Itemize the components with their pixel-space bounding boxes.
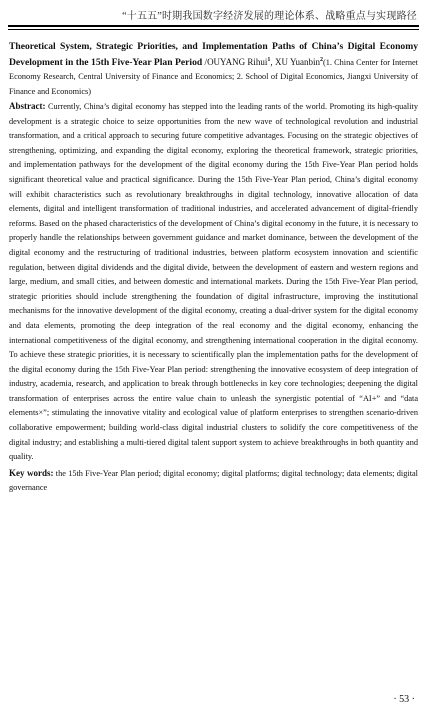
keywords-text: the 15th Five-Year Plan period; digital economy; digital platforms; digital technology; data elements; digital governance: [9, 468, 418, 493]
keywords-label: Key words:: [9, 467, 54, 478]
author-1: OUYANG Rihui: [207, 56, 268, 67]
author-1-superscript: 1: [267, 56, 271, 63]
abstract-text: Currently, China’s digital economy has stepped into the leading rants of the world. Promoting its high-quality development is a strategic choice to seize opportunities from the new wave of technological revolution and industrial transformation, and a critical approach to securing future competitive advantages. Focusing on the strategic objectives of strengthening, optimizing, and expanding the digital economy, exploring the theoretical framework, strategic priorities, and implementation pathways for the development of the digital economy during the 15th Five-Year Plan period holds significant theoretical value and practical significance. During the 15th Five-Year Plan period, China’s digital economy will exhibit characteristics such as revolutionary breakthroughs in digital technology, innovative allocation of data elements, digital and intelligent transformation of traditional industries, and accelerated advancement of digital-friendly reforms. Based on the phased characteristics of the development of China’s digital economy in the future, it is necessary to properly handle the relationships between government guidance and market dominance, between the development of the digital economy and the restructuring of traditional industries, between platform ecosystem innovation and scientific regulation, between digital dividends and the digital divide, between the development of eastern and western regions and large, medium, and small cities, and between domestic and international markets. During the 15th Five-Year Plan period, strategic priorities should include strengthening the foundation of digital infrastructure, improving the institutional mechanisms for the innovative development of the digital economy, creating a dual-driver system for the digital economy and data elements, promoting the deep integration of the real economy and the digital economy, enhancing the international competitiveness of the digital economy, and strengthening international cooperation in the digital economy. To achieve these strategic priorities, it is necessary to scientifically plan the implementation paths for the development of the digital economy during the 15th Five-Year Plan period: strengthening the innovative ecosystem of deep integration of industry, academia, research, and application to break through bottlenecks in key core technologies; deepening the digital transformation of enterprises across the entire value chain to unleash the synergistic potential of “AI+” and “data elements×”; stimulating the innovative vitality and ecological value of platform enterprises to strengthen scenario-driven collaborative empowerment; building world-class digital industrial clusters to solidify the core competitiveness of the digital industry; and establishing a multi-tiered digital talent support system to achieve breakthroughs in both quantity and quality.: [9, 102, 418, 462]
article-body: [9, 40, 418, 496]
abstract-label: Abstract:: [9, 101, 46, 111]
header-rule-thin: [8, 29, 419, 30]
author-2-superscript: 2: [319, 56, 323, 63]
running-header: “十五五”时期我国数字经济发展的理论体系、战略重点与实现路径: [122, 11, 417, 22]
header-rule-thick: [8, 25, 419, 27]
article-title: Theoretical System, Strategic Priorities, and Implementation Paths of China’s Digital Economy Development in the 15th Five-Year Plan Period: [9, 41, 418, 68]
keywords-paragraph: [9, 466, 418, 496]
abstract-paragraph: [9, 99, 418, 465]
author-separator-2: ,: [270, 56, 275, 67]
page-number: · 53 ·: [393, 694, 415, 705]
author-2: XU Yuanbin: [274, 56, 320, 67]
affiliations: (1. China Center for Internet Economy Research, Central University of Finance and Economics; 2. School of Digital Economics, Jiangxi University of Finance and Economics): [9, 57, 418, 96]
article-title-block: [9, 40, 418, 99]
author-separator: /: [202, 56, 208, 67]
